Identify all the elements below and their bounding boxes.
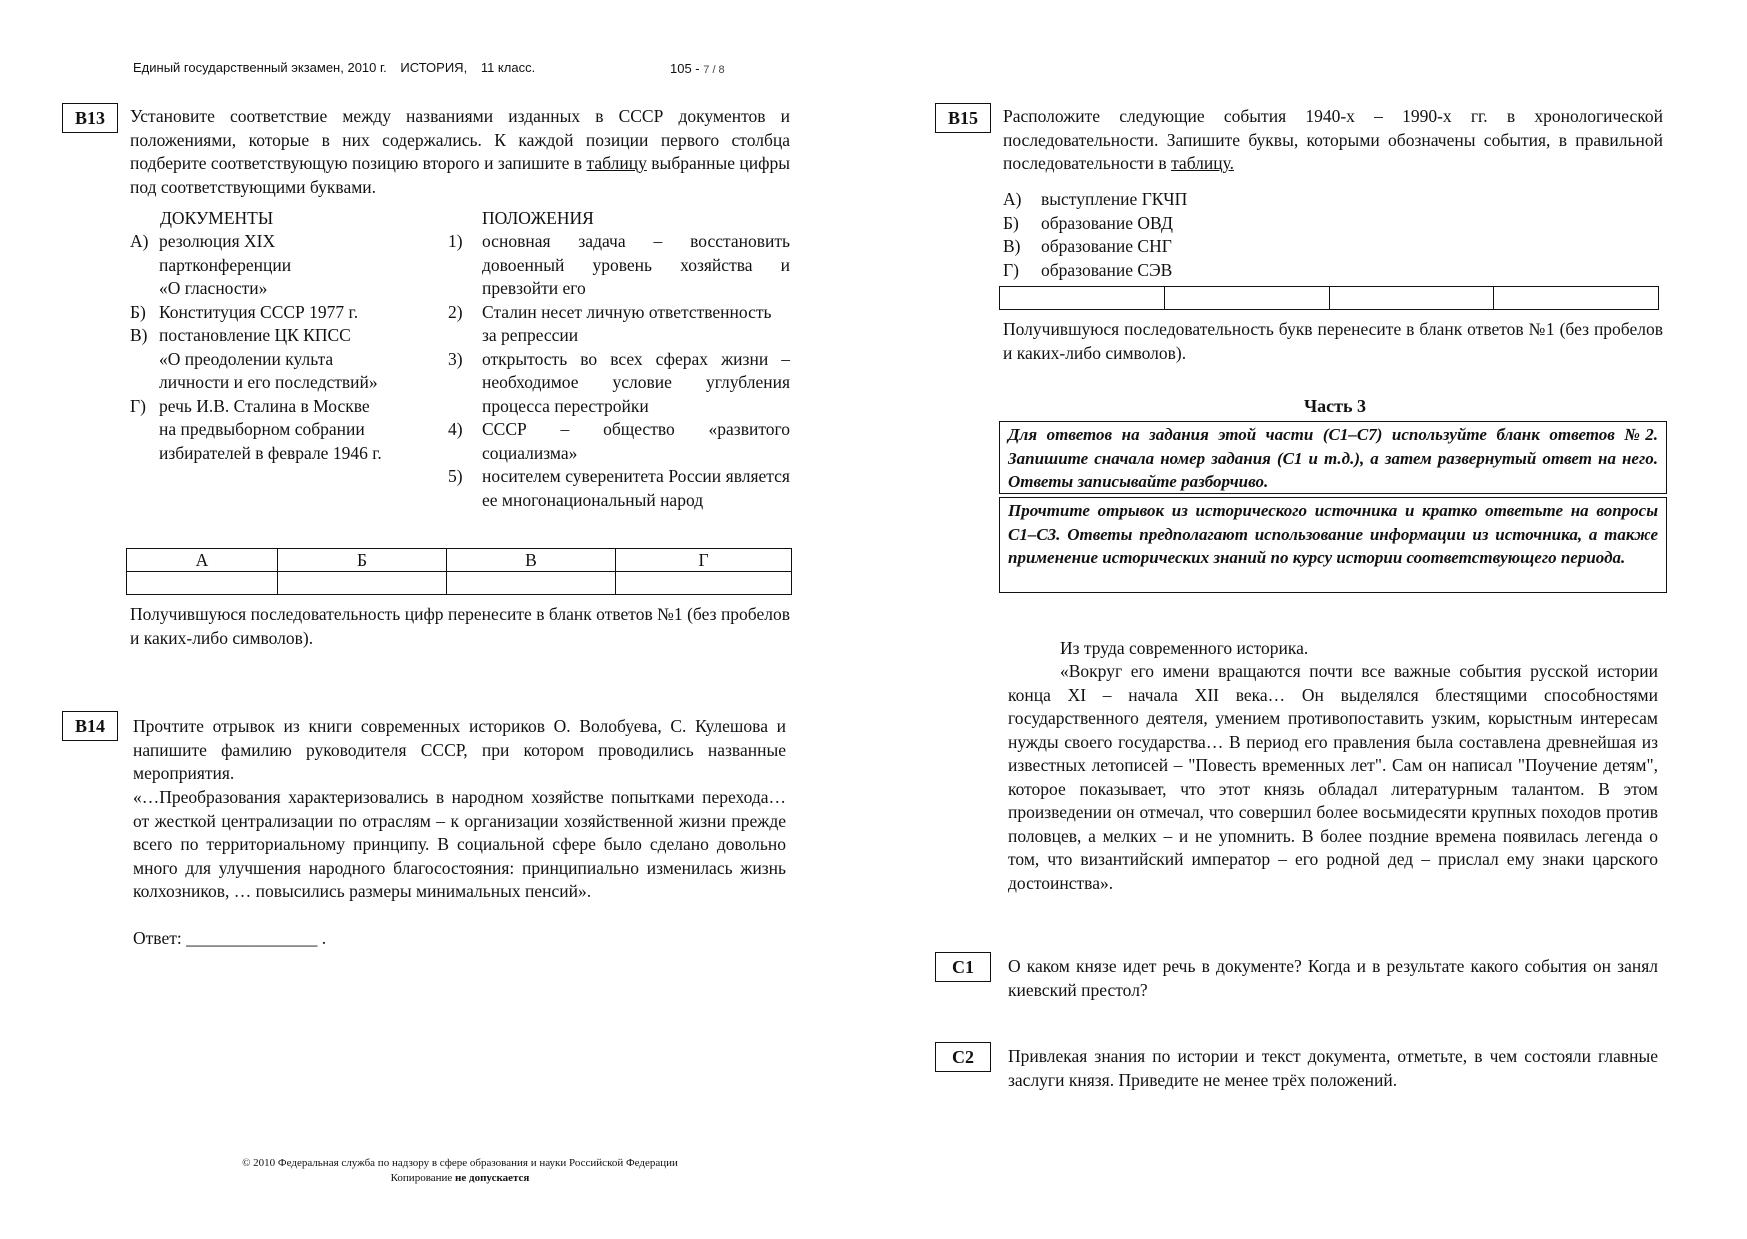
- event-marker: А): [1003, 189, 1022, 209]
- document-item: [130, 301, 440, 325]
- event-item: [1003, 259, 1187, 283]
- answer-cell[interactable]: [278, 572, 447, 595]
- position-item: [448, 418, 790, 465]
- footer-copy-notice: [190, 1171, 730, 1186]
- part3-instruction-box: Для ответов на задания этой части (С1–С7) используйте бланк ответов №2. Запишите сначала номер задания (С1 и т.д.), а затем развернутый ответ на него. Ответы записывайте разборчиво.: [999, 421, 1667, 494]
- position-text: открытость во всех сферах жизни – необходимое условие углубления процесса перестройки: [482, 348, 790, 416]
- answer-table-header: Б: [278, 549, 447, 572]
- b15-intro-text: Расположите следующие события 1940-х – 1990-х гг. в хронологической последовательности. Запишите буквы, которыми обозначены события, в правильной последовательности в: [1003, 106, 1663, 173]
- b13-documents-list: [130, 230, 440, 465]
- source-title: Из труда современного историка.: [1060, 638, 1309, 658]
- document-marker: Б): [130, 301, 146, 322]
- position-item: [448, 465, 790, 512]
- document-line: постановление ЦК КПСС: [159, 325, 351, 345]
- b13-positions-list: [448, 230, 790, 512]
- document-item: [130, 395, 440, 466]
- b15-events-list: [1003, 188, 1187, 282]
- position-text: основная задача – восстановить довоенный уровень хозяйства и превзойти его: [482, 231, 790, 298]
- position-item: [448, 230, 790, 301]
- event-item: [1003, 235, 1187, 259]
- b13-col-documents: ДОКУМЕНТЫ: [160, 208, 274, 228]
- answer-table-header: А: [127, 549, 278, 572]
- position-text: СССР – общество «развитого социализма»: [482, 419, 790, 463]
- position-number: 2): [448, 301, 463, 322]
- b15-note: Получившуюся последовательность букв перенесите в бланк ответов №1 (без пробелов и каких-либо символов).: [1003, 319, 1663, 363]
- page-fraction: 7 / 8: [703, 64, 725, 76]
- b15-table-link: таблицу.: [1171, 153, 1234, 173]
- document-line: «О гласности»: [159, 278, 268, 298]
- document-marker: В): [130, 325, 148, 345]
- b15-answer-table: [999, 286, 1659, 310]
- subject: ИСТОРИЯ,: [400, 60, 468, 75]
- event-item: [1003, 212, 1187, 236]
- b13-intro-text: Установите соответствие между названиями изданных в СССР документов и положениями, которые в них содержались. К каждой позиции первого столбца подберите соответствующую позицию второго и запишите в: [130, 106, 790, 173]
- position-number: 4): [448, 419, 463, 439]
- document-line: Конституция СССР 1977 г.: [159, 301, 359, 322]
- footer-copyright: © 2010 Федеральная служба по надзору в сфере образования и науки Российской Федерации: [242, 1157, 678, 1169]
- document-marker: А): [130, 231, 149, 251]
- answer-cell[interactable]: [616, 572, 792, 595]
- document-item: [130, 324, 440, 395]
- answer-cell[interactable]: [1164, 287, 1329, 310]
- answer-cell[interactable]: [1000, 287, 1165, 310]
- position-number: 1): [448, 231, 463, 251]
- c1-question: О каком князе идет речь в документе? Когда и в результате какого события он занял киевский престол?: [1008, 956, 1658, 1000]
- position-item: [448, 348, 790, 419]
- b14-quote: «…Преобразования характеризовались в народном хозяйстве попытками перехода… от жесткой централизации по отраслям – к организации хозяйственной жизни прежде всего по территориальному принципу. В социальной сфере было сделано довольно много для улучшения народного благосостояния: принципиально изменилась жизнь колхозников, … повысились размеры минимальных пенсий».: [133, 787, 786, 901]
- document-line: избирателей в феврале 1946 г.: [159, 442, 382, 463]
- b13-note: Получившуюся последовательность цифр перенесите в бланк ответов №1 (без пробелов и каких-либо символов).: [130, 604, 790, 648]
- document-line: речь И.В. Сталина в Москве: [159, 395, 370, 416]
- position-item: [448, 301, 790, 348]
- b14-task: Прочтите отрывок из книги современных историков О. Волобуева, С. Кулешова и напишите фамилию руководителя СССР, при котором проводились названные мероприятия.: [133, 716, 786, 783]
- part3-source-instruction-box: Прочтите отрывок из исторического источника и кратко ответьте на вопросы С1–С3. Ответы предполагают использование информации из источника, а также применение исторических знаний по курсу истории соответствующего периода.: [999, 497, 1667, 593]
- answer-table-input-row: [1000, 287, 1659, 310]
- position-number: 3): [448, 348, 463, 369]
- footer-copy-plain: Копирование: [390, 1172, 453, 1184]
- b14-answer-line[interactable]: Ответ: _______________ .: [133, 928, 327, 948]
- b13-col-positions: ПОЛОЖЕНИЯ: [482, 208, 594, 228]
- b13-intro: [130, 105, 790, 199]
- page-number: [670, 61, 725, 76]
- document-line: партконференции: [159, 254, 292, 275]
- answer-cell[interactable]: [1329, 287, 1494, 310]
- event-text: образование СНГ: [1041, 236, 1172, 256]
- c2-question: Привлекая знания по истории и текст документа, отметьте, в чем состояли главные заслуги князя. Приведите не менее трёх положений.: [1008, 1046, 1658, 1090]
- answer-table-header: Г: [616, 549, 792, 572]
- variant-number: 105 -: [670, 61, 700, 76]
- position-text: носителем суверенитета России является ее многонациональный народ: [482, 466, 790, 510]
- document-line: на предвыборном собрании: [159, 419, 365, 439]
- event-text: образование ОВД: [1041, 212, 1173, 233]
- b13-intro-text-end: выбранные цифры под соответствующими буквами.: [130, 153, 791, 197]
- b15-intro: [1003, 105, 1663, 176]
- position-number: 5): [448, 466, 463, 486]
- event-marker: Г): [1003, 259, 1019, 280]
- task-tag-b13: B13: [62, 103, 118, 133]
- answer-table-header-row: [127, 549, 792, 572]
- event-text: выступление ГКЧП: [1041, 189, 1188, 209]
- task-tag-c2: С2: [935, 1042, 991, 1072]
- document-line: личности и его последствий»: [159, 372, 378, 392]
- answer-table-header: В: [447, 549, 616, 572]
- answer-table-input-row: [127, 572, 792, 595]
- event-text: образование СЭВ: [1041, 259, 1173, 280]
- event-marker: Б): [1003, 212, 1019, 233]
- document-item: [130, 230, 440, 301]
- task-tag-b14: B14: [62, 711, 118, 741]
- answer-cell[interactable]: [1494, 287, 1659, 310]
- source-text: «Вокруг его имени вращаются почти все важные события русской истории конца XI – начала XII века… Он выделялся блестящими способностями государственного деятеля, умением противопоставить узким, корыстным интересам нужды своего государства… В период его правления была составлена древнейшая из известных летописей – "Повесть временных лет". Сам он написал "Поучение детям", которое показывает, что этот князь обладал литературным талантом. В этом произведении он отмечал, что совершил более восьмидесяти крупных походов против половцев, а мелких – и не упомнить. В более поздние времена появилась легенда о том, что византийский император – его родной дед – прислал ему знаки царского достоинства».: [1008, 661, 1658, 893]
- part3-title: Часть 3: [1303, 396, 1367, 416]
- answer-cell[interactable]: [447, 572, 616, 595]
- event-marker: В): [1003, 236, 1021, 256]
- position-text: Сталин несет личную ответственность за репрессии: [482, 301, 772, 345]
- answer-cell[interactable]: [127, 572, 278, 595]
- page-footer: [190, 1156, 730, 1186]
- document-line: резолюция XIX: [159, 231, 276, 251]
- document-line: «О преодолении культа: [159, 348, 334, 369]
- document-marker: Г): [130, 395, 146, 416]
- b13-table-link: таблицу: [586, 153, 647, 173]
- footer-copy-bold: не допускается: [455, 1172, 530, 1184]
- exam-title: Единый государственный экзамен, 2010 г.: [133, 60, 387, 75]
- task-tag-c1: С1: [935, 952, 991, 982]
- page-header: [133, 60, 545, 75]
- grade: 11 класс.: [480, 60, 536, 75]
- event-item: [1003, 188, 1187, 212]
- b13-answer-table: [126, 548, 792, 595]
- task-tag-b15: B15: [935, 103, 991, 133]
